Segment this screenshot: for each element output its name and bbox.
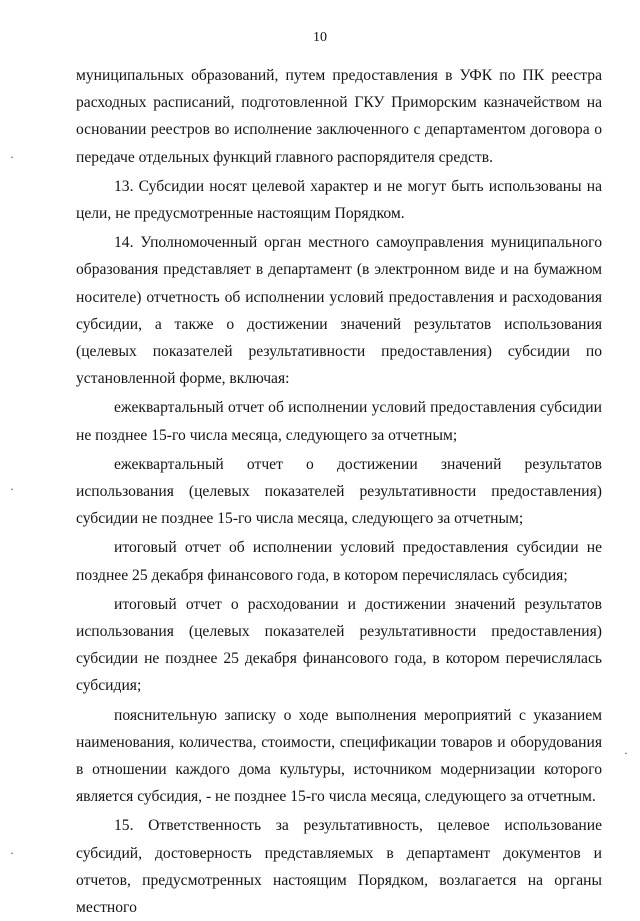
paragraph-final-conditions-report: итоговый отчет об исполнении условий предоставления субсидии не позднее 25 декабря финансового года, в котором перечислялась субсидия; (76, 539, 602, 584)
paragraph-item-15: 15. Ответственность за результативность, целевое использование субсидий, достоверность представляемых в департамент документов и отчетов, предусмотренных настоящим Порядком, возлагается на органы местного (76, 817, 602, 917)
paragraph-continuation: муниципальных образований, путем предоставления в УФК по ПК реестра расходных расписаний, подготовленной ГКУ Приморским казначейством на основании реестров во исполнение заключенного с департаментом договора о передаче отдельных функций главного распорядителя средств. (76, 67, 602, 166)
paragraph-item-14: 14. Уполномоченный орган местного самоуправления муниципального образования представляет в департамент (в электронном виде и на бумажном носителе) отчетность об исполнении условий предоставления и расходования субсидии, а также о достижении значений результатов использования (целевых показателей результативности предоставления) субсидии по установленной форме, включая: (76, 234, 602, 388)
paragraph-final-spending-report: итоговый отчет о расходовании и достижении значений результатов использования (целевых показателей результативности предоставления) субсидии не позднее 25 декабря финансового года, в котором перечислялась субсидия; (76, 595, 602, 695)
paragraph-item-13: 13. Субсидии носят целевой характер и не могут быть использованы на цели, не предусмотренные настоящим Порядком. (76, 177, 602, 223)
paragraph-quarterly-conditions-report: ежеквартальный отчет об исполнении условий предоставления субсидии не позднее 15-го числа месяца, следующего за отчетным; (76, 399, 602, 444)
scan-speck: · (624, 746, 628, 760)
paragraph-explanatory-note: пояснительную записку о ходе выполнения мероприятий с указанием наименования, количества, стоимости, спецификации товаров и оборудования в отношении каждого дома культуры, источником модернизации которого является субсидия, - не позднее 15-го числа месяца, следующего за отчетным. (76, 706, 602, 806)
page-number: 10 (313, 30, 327, 45)
document-body (76, 62, 602, 921)
scan-speck: · (10, 150, 14, 164)
scan-speck: · (10, 846, 14, 860)
paragraph-quarterly-results-report: ежеквартальный отчет о достижении значений результатов использования (целевых показателей результативности предоставления) субсидии не позднее 15-го числа месяца, следующего за отчетным; (76, 455, 602, 528)
scan-speck: · (10, 482, 14, 496)
